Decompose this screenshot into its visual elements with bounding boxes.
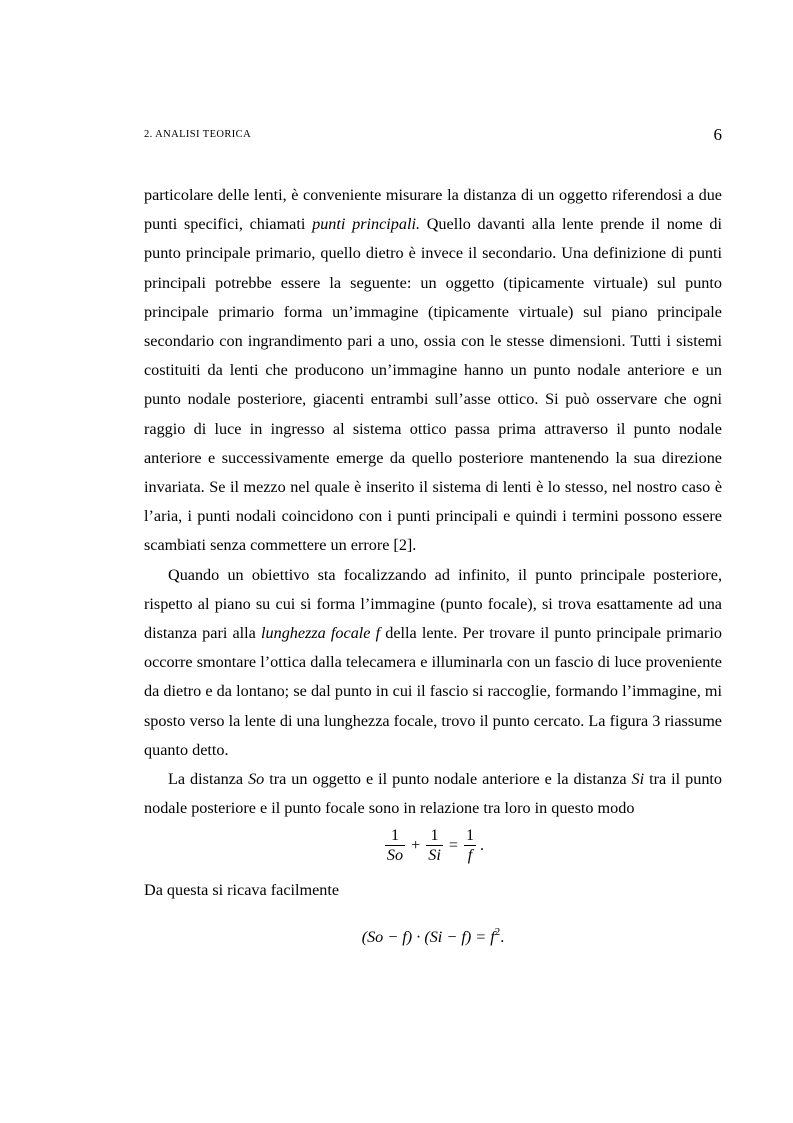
lens-equation: [144, 826, 722, 865]
equation-period: .: [500, 928, 505, 946]
paragraph: [144, 181, 722, 561]
italic-term: lunghezza focale f: [261, 624, 381, 643]
page-number: 6: [713, 125, 722, 144]
paragraph-text: particolare delle lenti, è conveniente misurare la distanza di un oggetto riferendosi a due punti specifici, chiamati: [144, 186, 722, 234]
italic-term: punti principali.: [312, 215, 420, 234]
fraction: [464, 826, 476, 865]
fraction: [426, 826, 443, 865]
equation-body: (So − f) · (Si − f) = f: [361, 928, 495, 946]
plus-operator: +: [411, 836, 421, 854]
body-text: [144, 181, 722, 823]
newton-equation: [144, 926, 722, 947]
paragraph: [144, 561, 722, 765]
paragraph-text: Quello davanti alla lente prende il nome di punto principale primario, quello dietro è invece il secondario. Una definizione di punti principali potrebbe essere la seguente: un oggetto (tipicamente virtuale) sul punto principale primario forma un’immagine (tipicamente virtuale) sul piano principale secondario con ingrandimento pari a uno, ossia con le stesse dimensioni. Tutti i sistemi costituiti da lenti che producono un’immagine hanno un punto nodale anteriore e un punto nodale posteriore, giacenti entrambi sull’asse ottico. Si può osservare che ogni raggio di luce in ingresso al sistema ottico passa prima attraverso il punto nodale anteriore e successivamente emerge da quello posteriore mantenendo la sua direzione invariata. Se il mezzo nel quale è inserito il sistema di lenti è lo stesso, nel nostro caso è l’aria, i punti nodali coincidono con i punti principali e quindi i termini possono essere scambiati senza commettere un errore [2].: [144, 215, 722, 555]
equation-period: .: [480, 836, 485, 854]
running-header: [144, 127, 722, 147]
paragraph-text: della lente. Per trovare il punto principale primario occorre smontare l’ottica dalla telecamera e illuminarla con un fascio di luce proveniente da dietro e da lontano; se dal punto in cui il fascio si raccoglie, formando l’immagine, mi sposto verso la lente di una lunghezza focale, trovo il punto cercato. La figura 3 riassume quanto detto.: [144, 624, 722, 759]
math-variable: So: [248, 770, 265, 789]
paragraph-text: tra un oggetto e il punto nodale anteriore e la distanza: [264, 770, 632, 789]
paragraph: Da questa si ricava facilmente: [144, 881, 340, 899]
denominator: Si: [428, 846, 441, 864]
denominator: So: [386, 846, 404, 864]
fraction: [385, 826, 405, 865]
math-variable: Si: [631, 770, 645, 789]
paragraph-text: tra il punto nodale posteriore e il punto focale sono in relazione tra loro in questo modo: [144, 770, 722, 818]
denominator: f: [467, 846, 473, 864]
section-title: 2. ANALISI TEORICA: [144, 129, 252, 140]
exponent: 2: [494, 926, 501, 938]
equals-operator: =: [448, 836, 458, 854]
numerator: 1: [385, 826, 405, 846]
paragraph: [144, 765, 722, 823]
numerator: 1: [465, 826, 475, 844]
paragraph-text: Quando un obiettivo sta focalizzando ad infinito, il punto principale posteriore, rispetto al piano su cui si forma l’immagine (punto focale), si trova esattamente ad una distanza pari alla: [144, 565, 722, 643]
numerator: 1: [426, 826, 443, 846]
paragraph-text: La distanza: [168, 770, 249, 789]
